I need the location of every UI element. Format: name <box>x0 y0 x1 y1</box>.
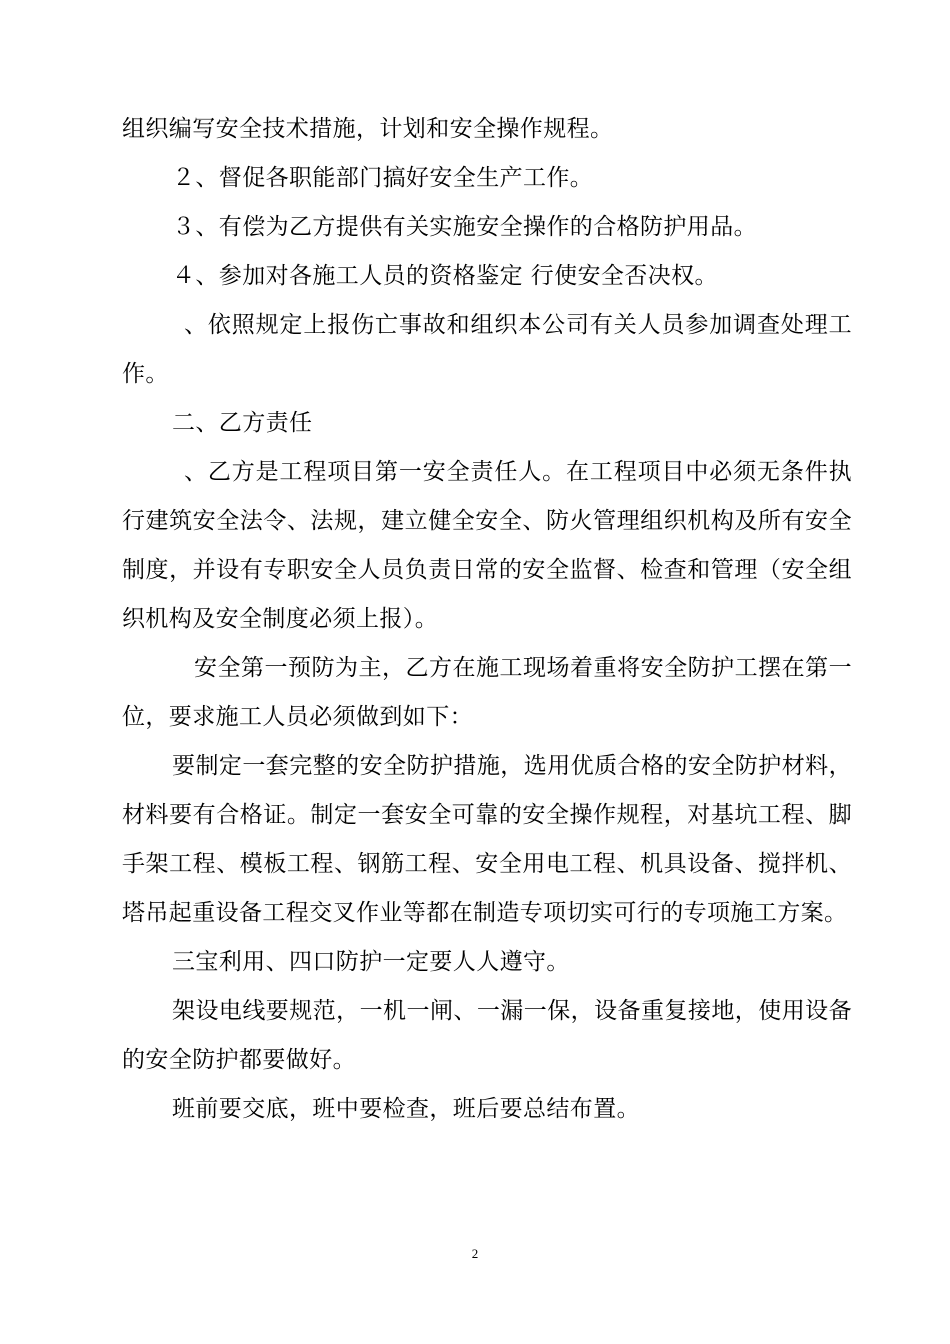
paragraph-item-2: ２、督促各职能部门搞好安全生产工作。 <box>172 165 594 191</box>
page-number: 2 <box>471 1246 479 1261</box>
paragraph-item-3: ３、有偿为乙方提供有关实施安全操作的合格防护用品。 <box>172 214 757 240</box>
paragraph-three-treasures: 三宝利用、四口防护一定要人人遵守。 <box>172 949 570 975</box>
paragraph-shift-briefing: 班前要交底，班中要检查，班后要总结布置。 <box>172 1096 640 1122</box>
document-body <box>122 105 852 1134</box>
section-heading-party-b: 二、乙方责任 <box>172 410 313 436</box>
paragraph-continuation: 组织编写安全技术措施，计划和安全操作规程。 <box>122 116 614 142</box>
paragraph-item-4: ４、参加对各施工人员的资格鉴定 行使安全否决权。 <box>172 263 718 289</box>
paragraph-party-b-item-1: 、乙方是工程项目第一安全责任人。在工程项目中必须无条件执行建筑安全法令、法规，建立健全安全、防火管理组织机构及所有安全制度，并设有专职安全人员负责日常的安全监督、检查和管理（安全组织机构及安全制度必须上报）。 <box>122 459 852 632</box>
paragraph-protection-measures: 要制定一套完整的安全防护措施，选用优质合格的安全防护材料，材料要有合格证。制定一套安全可靠的安全操作规程，对基坑工程、脚手架工程、模板工程、钢筋工程、安全用电工程、机具设备、搅拌机、塔吊起重设备工程交叉作业等都在制造专项切实可行的专项施工方案。 <box>122 753 852 926</box>
paragraph-safety-first: 安全第一预防为主，乙方在施工现场着重将安全防护工摆在第一位，要求施工人员必须做到如下： <box>122 655 852 730</box>
paragraph-item-5: 、依照规定上报伤亡事故和组织本公司有关人员参加调查处理工作。 <box>122 312 852 387</box>
paragraph-wiring: 架设电线要规范，一机一闸、一漏一保，设备重复接地，使用设备的安全防护都要做好。 <box>122 998 852 1073</box>
